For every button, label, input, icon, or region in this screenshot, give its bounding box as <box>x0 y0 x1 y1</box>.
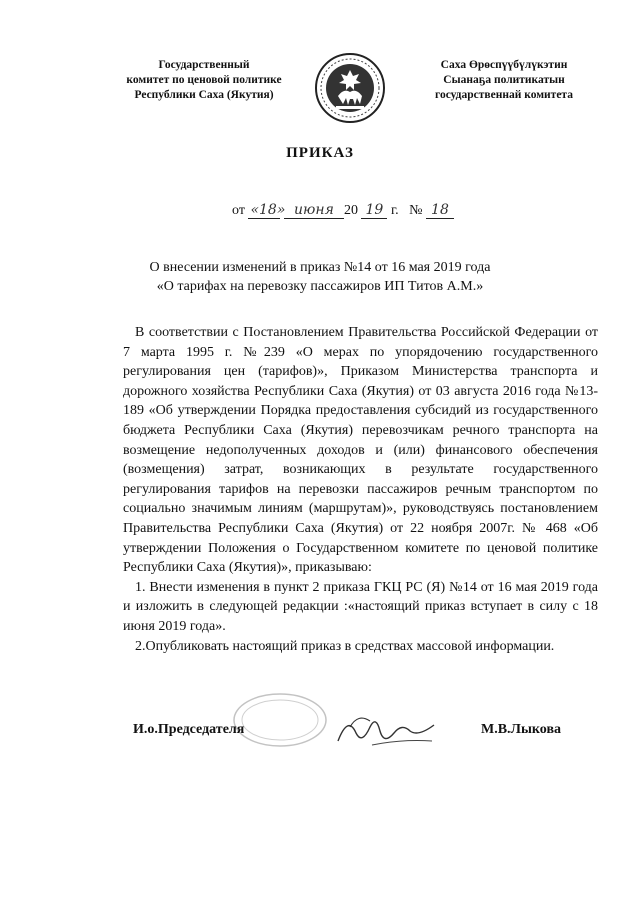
date-number-line <box>232 202 454 219</box>
header-right-line: государственнай комитета <box>435 89 573 101</box>
year-field: 19 <box>361 202 387 219</box>
from-label: от <box>232 203 245 218</box>
preamble-paragraph: В соответствии с Постановлением Правительства Российской Федерации от 7 марта 1995 г. №239 «О мерах по упорядочению государственного регулирования цен (тарифов)», Приказом Министерства транспорта и дорожного хозяйства Республики Саха (Якутия) от 03 августа 2016 года №13-189 «Об утверждении Порядка предоставления субсидий из государственного бюджета Республики Саха (Якутия) перевозчикам речного транспорта на возмещение недополученных доходов и (или) финансового обеспечения (возмещения) затрат, возникающих в результате государственного регулирования тарифов на перевозки пассажиров речным транспортом по социально значимым линиям (маршрутам)», руководствуясь постановлением Правительства Республики Саха (Якутия) от 22 ноября 2007г. № 468 «Об утверждении Положения о Государственном комитете по ценовой политике Республики Саха (Якутия)», приказываю: <box>123 325 598 576</box>
header-right-line: Сыанаҕа политикатын <box>443 74 565 86</box>
order-item-1: 1. Внести изменения в пункт 2 приказа ГКЦ РС (Я) №14 от 16 мая 2019 года и изложить в следующей редакции :«настоящий приказ вступает в силу с 18 июня 2019 года». <box>123 579 598 634</box>
order-subject <box>100 258 540 296</box>
year-unit: г. <box>390 203 399 218</box>
number-sign: № <box>409 203 423 218</box>
header-right-org <box>404 58 604 103</box>
stamp-icon <box>230 690 330 750</box>
coat-of-arms-emblem-icon <box>314 52 386 124</box>
header-left-line: Республики Саха (Якутия) <box>134 89 274 101</box>
day-field: «18» <box>250 202 286 218</box>
header-left-line: комитет по ценовой политике <box>126 74 282 86</box>
year-prefix: 20 <box>343 203 358 218</box>
subject-line: О внесении изменений в приказ №14 от 16 мая 2019 года <box>149 260 491 275</box>
handwritten-signature-icon <box>332 707 442 755</box>
header-left-org <box>104 58 304 103</box>
signatory-name: М.В.Лыкова <box>481 722 562 737</box>
order-body <box>123 323 598 656</box>
header-left-line: Государственный <box>158 59 250 71</box>
order-number-field: 18 <box>426 202 454 219</box>
order-item-2: 2.Опубликовать настоящий приказ в средствах массовой информации. <box>135 638 555 654</box>
document-title: ПРИКАЗ <box>286 145 354 161</box>
subject-line: «О тарифах на перевозку пассажиров ИП Титов А.М.» <box>156 279 484 294</box>
signatory-role: И.о.Председателя <box>133 722 245 737</box>
month-field: июня <box>284 202 344 219</box>
header-right-line: Саха Өрөспүүбүлүкэтин <box>440 59 568 71</box>
